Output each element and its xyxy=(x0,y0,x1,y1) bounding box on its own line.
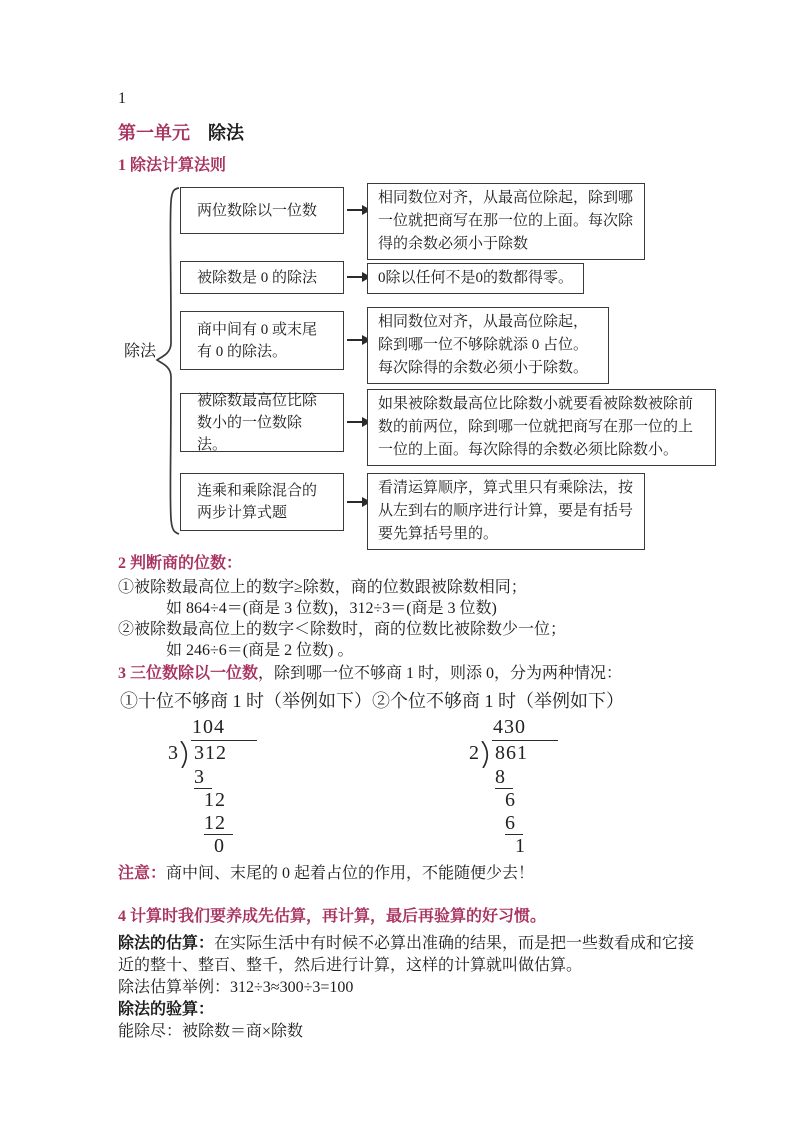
diagram-rule-text: 如果被除数最高位比除数小就要看被除数被除前数的前两位，除到哪一位就把商写在那一位的上一位的上面。每次除得的余数必须比除数小。 xyxy=(378,396,694,458)
two-cases-line: ①十位不够商 1 时（举例如下）②个位不够商 1 时（举例如下） xyxy=(120,691,624,711)
unit-title-number: 第一单元 xyxy=(118,123,190,143)
section-3-heading xyxy=(118,663,733,684)
note-line xyxy=(118,863,733,884)
step-value: 3 xyxy=(194,766,212,789)
diagram-rule-box-2 xyxy=(367,263,584,294)
arrow-right-icon xyxy=(347,339,364,341)
division-remainder xyxy=(515,835,558,858)
arrow-right-icon xyxy=(347,209,364,211)
quotient: 430 xyxy=(493,716,526,738)
step-value: 12 xyxy=(204,789,226,811)
step-value: 6 xyxy=(505,812,523,835)
note-text: 商中间、末尾的 0 起着占位的作用，不能随便少去！ xyxy=(166,865,535,882)
division-step xyxy=(495,766,558,789)
diagram-topic-label: 两位数除以一位数 xyxy=(197,202,318,219)
diagram-rule-box-4 xyxy=(367,389,716,466)
section-1-heading: 1 除法计算法则 xyxy=(118,157,227,174)
step-value: 6 xyxy=(505,789,516,811)
estimation-paragraph xyxy=(118,933,696,977)
remainder-value: 0 xyxy=(214,835,225,857)
diagram-rule-text: 相同数位对齐，从最高位除起，除到哪一位不够除就添 0 占位。每次除得的余数必须小于除数。 xyxy=(378,314,589,376)
division-step xyxy=(505,812,558,835)
rule-example-2: 如 246÷6＝(商是 2 位数) 。 xyxy=(166,642,354,659)
divisor: 3 xyxy=(168,742,179,764)
estimation-text: 在实际生活中有时候不必算出准确的结果，而是把一些数看成和它接近的整十、整百、整千，然后进行计算，这样的计算就叫做估算。 xyxy=(118,935,695,974)
dividend: 861 xyxy=(492,740,558,765)
estimation-example: 除法估算举例：312÷3≈300÷3=100 xyxy=(118,979,354,996)
arrow-right-icon xyxy=(347,501,364,503)
diagram-rule-text: 看清运算顺序，算式里只有乘除法，按从左到右的顺序进行计算，要是有括号要先算括号里的。 xyxy=(378,480,634,542)
check-line: 能除尽：被除数＝商×除数 xyxy=(118,1023,304,1040)
long-division-example-1 xyxy=(168,716,257,858)
rule-line-2: ②被除数最高位上的数字＜除数时，商的位数比被除数少一位； xyxy=(118,621,567,638)
diagram-topic-label: 连乘和乘除混合的两步计算式题 xyxy=(197,483,318,521)
section-3-heading-emphasis: 3 三位数除以一位数 xyxy=(118,665,259,682)
division-bracket-icon xyxy=(481,741,492,768)
dividend: 312 xyxy=(191,740,257,765)
step-value: 12 xyxy=(204,812,233,835)
diagram-rule-box-5 xyxy=(367,473,645,550)
division-step xyxy=(505,789,558,812)
rule-example-1: 如 864÷4＝(商是 3 位数)，312÷3＝(商是 3 位数) xyxy=(166,600,497,617)
diagram-rule-box-1 xyxy=(367,183,645,260)
diagram-topic-box-3 xyxy=(180,311,344,370)
diagram-rule-text: 相同数位对齐，从最高位除起，除到哪一位就把商写在那一位的上面。每次除得的余数必须小于除数 xyxy=(378,190,634,252)
arrow-right-icon xyxy=(347,421,364,423)
long-division-examples xyxy=(118,716,733,858)
diagram-rule-box-3 xyxy=(367,307,609,384)
long-division-example-2 xyxy=(469,716,558,858)
division-remainder xyxy=(214,835,257,858)
diagram-topic-box-1 xyxy=(180,187,344,234)
check-label: 除法的验算： xyxy=(118,1001,215,1018)
division-bracket-icon xyxy=(180,741,191,768)
curly-brace-icon xyxy=(154,185,182,537)
diagram-topic-box-2 xyxy=(180,261,344,294)
division-step xyxy=(194,766,257,789)
unit-title-text: 除法 xyxy=(208,123,244,143)
division-step xyxy=(204,812,257,835)
diagram-topic-label: 商中间有 0 或末尾有 0 的除法。 xyxy=(197,321,318,360)
division-step xyxy=(204,789,257,812)
rule-line-1: ①被除数最高位上的数字≥除数，商的位数跟被除数相同； xyxy=(118,579,527,596)
diagram-topic-label: 被除数是 0 的除法 xyxy=(197,269,318,286)
diagram-topic-box-5 xyxy=(180,473,344,531)
quotient: 104 xyxy=(192,716,225,738)
arrow-right-icon xyxy=(347,276,364,278)
step-value: 8 xyxy=(495,766,513,789)
note-label: 注意： xyxy=(118,865,167,882)
diagram-root-label: 除法 xyxy=(124,343,157,360)
section-4-heading: 4 计算时我们要养成先估算，再计算，最后再验算的好习惯。 xyxy=(118,908,547,925)
page-number: 1 xyxy=(118,90,126,107)
estimation-label: 除法的估算： xyxy=(118,935,215,952)
division-rules-diagram xyxy=(118,183,733,549)
unit-title xyxy=(118,121,733,145)
divisor: 2 xyxy=(469,742,480,764)
section-2-heading: 2 判断商的位数： xyxy=(118,555,243,572)
diagram-topic-box-4 xyxy=(180,393,344,452)
section-3-heading-rest: ，除到哪一位不够商 1 时，则添 0，分为两种情况： xyxy=(258,665,623,682)
diagram-rule-text: 0除以任何不是0的数都得零。 xyxy=(378,270,574,286)
diagram-topic-label: 被除数最高位比除数小的一位数除法。 xyxy=(197,392,318,453)
remainder-value: 1 xyxy=(515,835,526,857)
